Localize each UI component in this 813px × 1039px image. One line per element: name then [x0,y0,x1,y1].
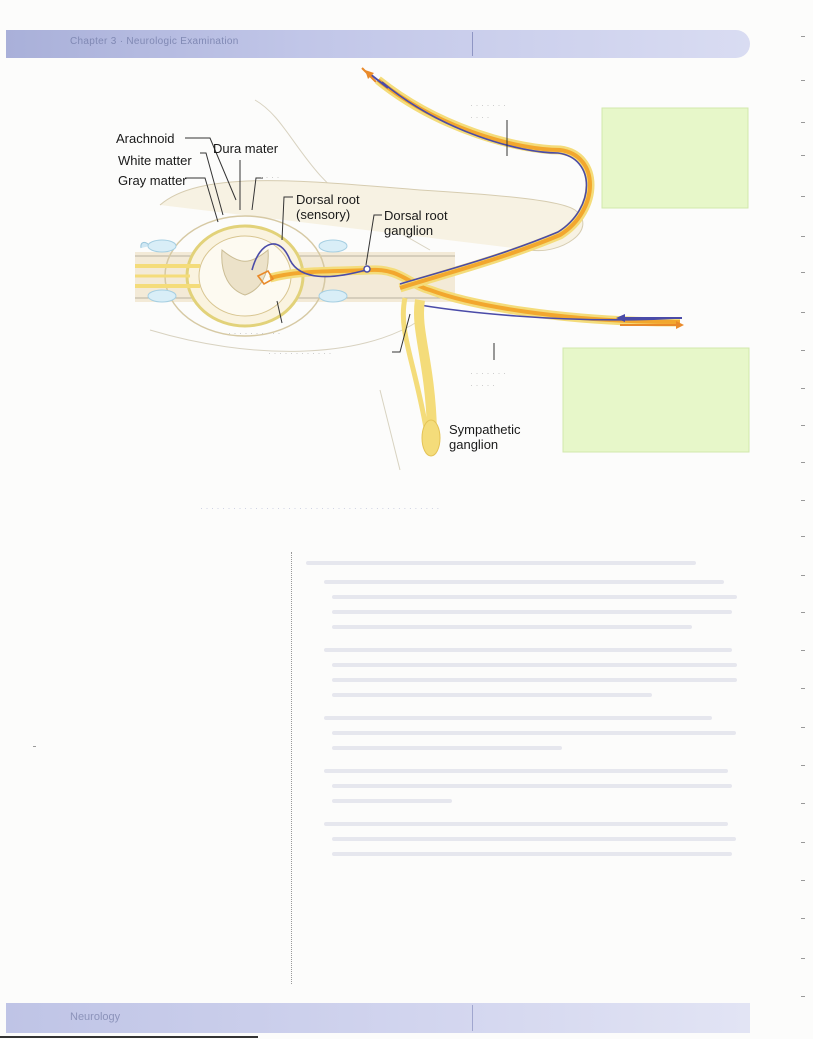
footer-band [6,1003,750,1033]
label-arachnoid: Arachnoid [116,131,175,146]
faint-text-line [332,678,737,682]
faint-text-line [324,580,724,584]
faint-text-line [332,837,736,841]
faint-label: · · · · · [470,380,495,390]
faint-text-line [324,716,712,720]
running-header-band [6,30,750,58]
faint-text-line [324,648,732,652]
right-edge-marks [799,0,805,1039]
faint-text-line [332,693,652,697]
header-divider [472,32,473,56]
faint-label: · · · · [260,172,280,182]
faint-text-line [332,746,562,750]
faint-text-line [332,663,737,667]
label-dorsal-root: Dorsal root (sensory) [296,192,360,222]
faint-text-line [306,561,696,565]
footer-page-label: Neurology [70,1011,121,1023]
label-dorsal-root-ganglion: Dorsal root ganglion [384,208,448,238]
faint-text-line [332,625,692,629]
margin-mark [33,746,36,747]
footer-rule [0,1036,258,1038]
faint-label: · · · · · · · [470,368,506,378]
running-head-text: Chapter 3 · Neurologic Examination [70,36,239,47]
label-gray-matter: Gray matter [118,173,187,188]
faint-label: · · · · · · · · · · [228,328,281,338]
faint-label: · · · · [470,112,490,122]
faint-text-line [324,822,728,826]
faint-text-line [332,784,732,788]
faint-label: · · · · · · · · · · · · [268,348,332,358]
label-sympathetic-ganglion: Sympathetic ganglion [449,422,521,452]
faint-text-line [332,799,452,803]
label-white-matter: White matter [118,153,192,168]
faint-text-line [332,595,737,599]
faint-text-line [332,731,736,735]
spinal-nerve-illustration [0,60,813,480]
faint-label: · · · · · · · [470,100,506,110]
body-text-column [291,552,752,984]
label-dura-mater: Dura mater [213,141,279,156]
faint-text-line [332,610,732,614]
figure-caption-faint: · · · · · · · · · · · · · · · · · · · · · · · · · · · · · · · · · · · · · · · · · · · · [200,503,440,513]
footer-divider [472,1005,473,1031]
faint-text-line [324,769,728,773]
spinal-nerve-figure [0,60,813,480]
faint-text-line [332,852,732,856]
